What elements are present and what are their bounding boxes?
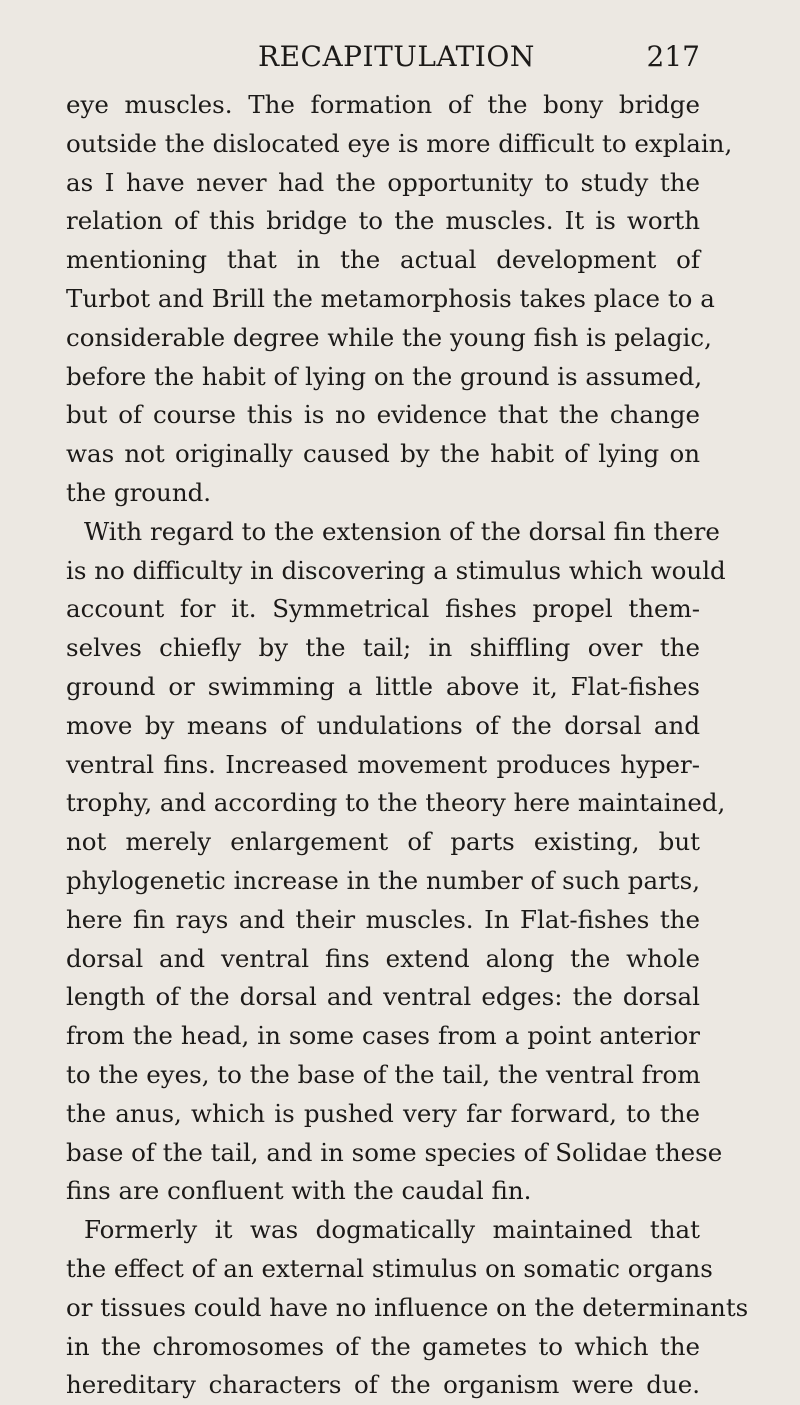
text-line: account for it. Symmetrical fishes propel them- bbox=[66, 594, 700, 624]
text-line: not merely enlargement of parts existing, but bbox=[66, 827, 700, 857]
text-line: hereditary characters of the organism were due. bbox=[66, 1370, 700, 1400]
running-head bbox=[80, 40, 700, 80]
text-line: ventral fins. Increased movement produces hyper- bbox=[66, 749, 700, 779]
text-line: but of course this is no evidence that the change bbox=[66, 400, 700, 430]
text-line: trophy, and according to the theory here maintained, bbox=[66, 788, 726, 818]
paragraph-first-line: With regard to the extension of the dorsal fin there bbox=[84, 516, 720, 546]
text-line: in the chromosomes of the gametes to which the bbox=[66, 1331, 700, 1361]
text-line: as I have never had the opportunity to study the bbox=[66, 167, 700, 197]
text-line: eye muscles. The formation of the bony bridge bbox=[66, 90, 700, 119]
text-line: mentioning that in the actual development of bbox=[66, 245, 700, 275]
text-line: to the eyes, to the base of the tail, the ventral from bbox=[66, 1059, 701, 1089]
text-line: base of the tail, and in some species of Solidae these bbox=[66, 1137, 723, 1167]
text-line: before the habit of lying on the ground is assumed, bbox=[66, 361, 703, 391]
text-line: here fin rays and their muscles. In Flat-fishes the bbox=[66, 904, 700, 934]
text-line: was not originally caused by the habit of lying on bbox=[66, 439, 700, 469]
text-line: the effect of an external stimulus on somatic organs bbox=[66, 1253, 713, 1283]
text-line: the ground. bbox=[66, 477, 212, 507]
text-line: the anus, which is pushed very far forward, to the bbox=[66, 1098, 700, 1128]
running-title: RECAPITULATION bbox=[258, 40, 535, 73]
text-line: phylogenetic increase in the number of such parts, bbox=[66, 865, 700, 895]
text-line: outside the dislocated eye is more difficult to explain, bbox=[66, 128, 733, 158]
text-line: considerable degree while the young fish is pelagic, bbox=[66, 322, 712, 352]
text-line: selves chiefly by the tail; in shiffling over the bbox=[66, 633, 700, 663]
body-text bbox=[66, 86, 749, 1405]
text-line: is no difficulty in discovering a stimulus which would bbox=[66, 555, 726, 585]
text-line: from the head, in some cases from a point anterior bbox=[66, 1021, 700, 1051]
text-line: Turbot and Brill the metamorphosis takes place to a bbox=[66, 283, 715, 313]
paragraph-first-line: Formerly it was dogmatically maintained that bbox=[84, 1215, 700, 1245]
text-line: fins are confluent with the caudal fin. bbox=[66, 1176, 532, 1206]
text-line: or tissues could have no influence on the determinants bbox=[66, 1292, 749, 1322]
text-line: relation of this bridge to the muscles. It is worth bbox=[66, 206, 700, 236]
text-line: dorsal and ventral fins extend along the whole bbox=[66, 943, 700, 973]
page-number: 217 bbox=[646, 40, 700, 73]
text-line: length of the dorsal and ventral edges: the dorsal bbox=[66, 982, 700, 1012]
text-line: ground or swimming a little above it, Flat-fishes bbox=[66, 671, 700, 701]
text-line: move by means of undulations of the dorsal and bbox=[66, 710, 700, 740]
